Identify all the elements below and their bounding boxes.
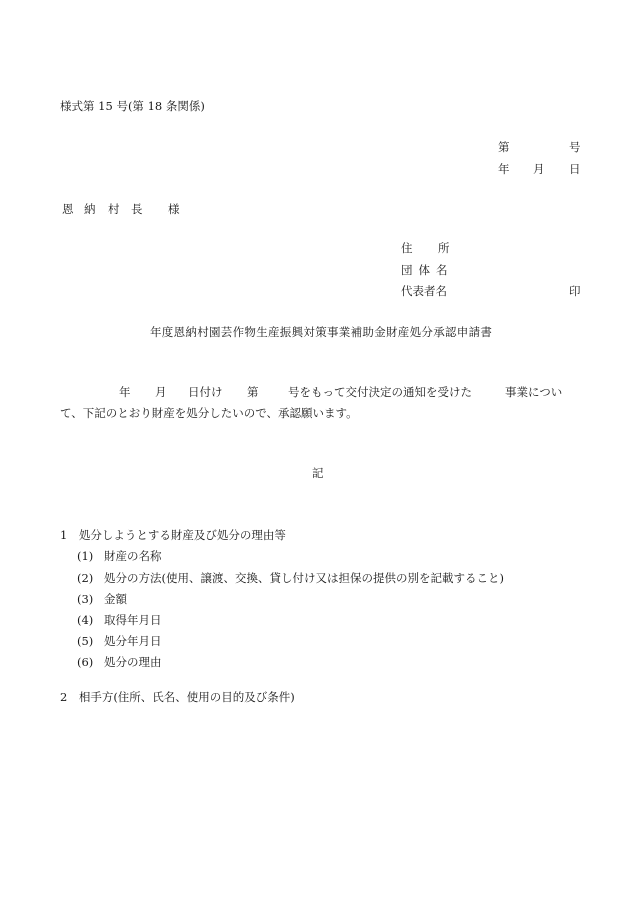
- section-1-item-text: 処分年月日: [104, 634, 162, 648]
- document-title: 年度恩納村園芸作物生産振興対策事業補助金財産処分承認申請書: [150, 325, 493, 339]
- section-1-heading: 1 処分しようとする財産及び処分の理由等: [60, 528, 286, 542]
- applicant-address-label-2: 所: [438, 241, 450, 255]
- body-dai: 第: [247, 385, 259, 399]
- section-1-item-number: (4): [77, 613, 94, 627]
- body-date-tsuke: 日付け: [188, 385, 223, 399]
- applicant-address-label-1: 住: [401, 241, 413, 255]
- seal-mark: 印: [569, 284, 581, 298]
- addressee-char: 納: [84, 202, 96, 216]
- section-1-item-number: (6): [77, 655, 94, 669]
- date-month-label: 月: [533, 162, 545, 176]
- addressee-char: 恩: [62, 202, 74, 216]
- body-line-2: て、下記のとおり財産を処分したいので、承認願います。: [60, 406, 358, 420]
- applicant-group-label: 団体名: [401, 263, 454, 277]
- body-year: 年: [119, 385, 131, 399]
- ki-heading: 記: [312, 466, 324, 480]
- section-1-item-number: (5): [77, 634, 94, 648]
- date-day-label: 日: [569, 162, 581, 176]
- section-1-item-text: 金額: [104, 592, 127, 606]
- number-dai-label: 第: [498, 140, 510, 154]
- addressee-char: 村: [108, 202, 120, 216]
- body-notice: 号をもって交付決定の通知を受けた: [288, 385, 472, 399]
- section-1-item-number: (2): [77, 571, 94, 585]
- section-1-item-text: 処分の方法(使用、譲渡、交換、貸し付け又は担保の提供の別を記載すること): [104, 571, 504, 585]
- body-line-1: [60, 387, 575, 400]
- section-1-item-text: 処分の理由: [104, 655, 162, 669]
- addressee-char: 長: [131, 202, 143, 216]
- date-year-label: 年: [498, 162, 510, 176]
- addressee: [62, 202, 180, 285]
- applicant-representative-label: 代表者名: [401, 284, 447, 298]
- number-go-label: 号: [569, 140, 581, 154]
- section-1-item-number: (1): [77, 549, 94, 563]
- form-number: 様式第 15 号(第 18 条関係): [60, 99, 205, 113]
- body-month: 月: [155, 385, 167, 399]
- body-project: 事業につい: [505, 385, 563, 399]
- addressee-honorific: 様: [168, 202, 180, 216]
- section-2-heading: 2 相手方(住所、氏名、使用の目的及び条件): [60, 690, 295, 704]
- section-1-item-number: (3): [77, 592, 94, 606]
- section-1-item-text: 財産の名称: [104, 549, 162, 563]
- section-1-item-text: 取得年月日: [104, 613, 162, 627]
